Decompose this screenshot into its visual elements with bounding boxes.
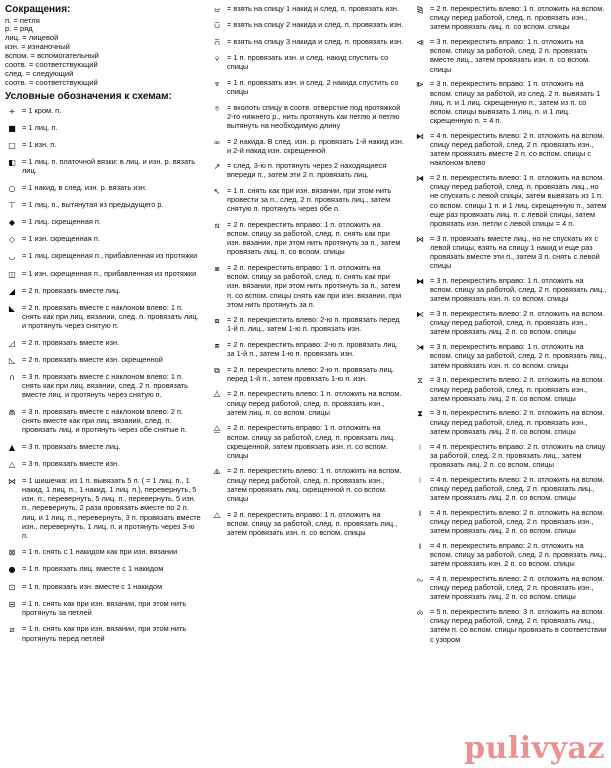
legend-item: [5, 183, 201, 193]
abbreviations-title: Сокращения:: [5, 4, 71, 15]
legend-item: [5, 476, 201, 540]
column-1: [0, 0, 205, 768]
legend-item-text: = 3 п. провязать вместе с наклоном влево: 2 п. снять вместе как при лиц. вязании, след. п. провязать лиц. и протянуть через обе снятые п.: [22, 406, 187, 435]
cross-3-icon: ⋈: [416, 234, 424, 244]
legend-item-text: = 2 п. перекрестить вправо: 1 п. отложить на вспом. спицу за работой, след. п. снять как при изн. вязании, при этом нить протянуть за п., затем провязать лиц. п. со вспом. спицы: [227, 219, 401, 257]
legend-list-col1: [5, 106, 201, 643]
legend-item: [5, 269, 201, 279]
triangle-icon: ▲: [8, 442, 16, 452]
legend-item: [413, 37, 607, 74]
legend-list-col2: [210, 4, 404, 537]
legend-item-text: = взять на спицу 2 накида и след. п. провязать изн.: [227, 20, 404, 30]
legend-item: [413, 79, 607, 125]
legend-item: [5, 442, 201, 452]
legend-item-text: = 2 п. перекрестить вправо: 1 п. отложить на вспом. спицу за работой, след. п. снять как при изн. вязании, при этом нить протянуть за п., затем п. со вспом. спицы снять как при изн. вязании, при этом нить протянуть за п.: [227, 263, 402, 309]
cross-left-4-icon: ⧑: [416, 131, 424, 141]
legend-item: [5, 286, 201, 296]
legend-item-text: = 2 накида. В след. изн. р. провязать 1-й накид изн. и 2-й накид изн. скрещенной: [227, 136, 404, 155]
legend-item-text: = 5 п. перекрестить влево: 3 п. отложить на вспом. спицу перед работой, след. 2 п. провязать лиц., затем п. со вспом. спицы провязать в соответствии с узором: [430, 607, 607, 644]
abbreviation-item: соотв. = соответствующий: [5, 60, 98, 70]
legend-item: [210, 78, 404, 96]
legend-item-text: = 1 п. провязать изн. вместе с 1 накидом: [22, 581, 163, 591]
legend-item-text: = 2 п. провязать вместе с наклоном влево: 1 п. снять как при лиц. вязании, след. п. провязать лиц. и протянуть через снятую п.: [22, 303, 199, 331]
cross-right-3d-icon: ⧕: [416, 343, 424, 353]
legend-item-text: = 4 п. перекрестить влево: 2 п. отложить на вспом. спицу перед работой, след. 2 п. провязать лиц., затем провязать лиц. 2 п. со вспом. спицы: [430, 474, 605, 503]
cross-right-2b-icon: ⧆: [214, 264, 220, 273]
bobble-icon: ⋈: [8, 476, 16, 486]
legend-item-text: = 3 п. перекрестить вправо: 1 п. отложить на вспом. спицу за работой, след. 2 п. провязать вместе лиц., затем провязать изн. п. со вспом. спицы: [430, 37, 591, 74]
legend-item: [5, 303, 201, 331]
legend-item-text: = 3 п. провязать вместе лиц., но не спускать их с левой спицы, взять на спицу 1 накид и еще раз провязать вместе эти п., затем 3 п. снять с левой спицы: [430, 233, 600, 271]
legend-item-text: = 3 п. провязать вместе изн.: [22, 458, 120, 468]
cross-right-4-icon: ⧘: [419, 442, 421, 452]
abbreviation-item: вспом. = вспомогательный: [5, 51, 99, 61]
cross-left-2g-icon: ⧒: [416, 174, 424, 184]
cross-left-3c-icon: ⧗: [417, 409, 423, 419]
legend-item: [5, 624, 201, 642]
legend-item: [413, 408, 607, 436]
legend-item: [413, 442, 607, 470]
column-2: [205, 0, 408, 768]
legend-item-text: = вколоть спицу в соотв. отверстие под протяжкой 2-го нижнего р., нить протянуть как петлю и петлю вытянуть на необходимую длину: [227, 102, 401, 130]
abbreviation-item: след. = следующий: [5, 69, 74, 79]
legend-item: [413, 342, 607, 370]
legend-list-col3: [413, 4, 607, 644]
legend-item-text: = 1 лиц. п. платочной вязки: в лиц. и изн. р. вязать лиц.: [22, 157, 196, 176]
dot-box-icon: ⊡: [8, 582, 16, 592]
wrap-one-icon: ⩁: [214, 5, 220, 14]
legend-item: [210, 466, 404, 503]
circle-icon: ○: [8, 183, 16, 193]
infinity-icon: ∞: [213, 137, 221, 147]
legend-item-text: = 1 п. снять с 1 накидом как при изн. вязании: [22, 547, 178, 557]
legend-item-text: = 2 п. перекрестить вправо: 1 п. отложить на вспом. спицу за работой, след. п. провязать лиц. скрещенной, затем провязать изн. п. со вспом. спицы: [227, 423, 396, 460]
legend-item-text: = 2 п. перекрестить влево: 1 п. отложить на вспом. спицу перед работой, след. п. провязать изн., затем лиц. п. со вспом. спицы: [227, 389, 402, 417]
legend-item-text: = 2 п. перекрестить вправо: 1 п. отложить на вспом. спицу за работой, след. п. провязать лиц., затем провязать изн. п. со вспом. спицы: [227, 509, 398, 537]
legend-item: [5, 459, 201, 469]
legend-item: [210, 20, 404, 30]
cross-left-3-icon: ⧔: [416, 310, 424, 320]
filled-square-icon: ■: [8, 123, 16, 133]
column-3: [408, 0, 611, 768]
cross-left-2c-icon: ⧉: [214, 365, 220, 375]
legend-item: [210, 161, 404, 179]
legend-item: [413, 309, 607, 337]
legend-item-text: = 2 п. провязать вместе лиц.: [22, 285, 121, 295]
legend-item-text: = 1 п. провязать лиц. вместе с 1 накидом: [22, 564, 164, 574]
legend-item: [210, 389, 404, 417]
legend-item-text: = след. 3-ю п. протянуть через 2 находящиеся впереди п., затем эти 2 п. провязать лиц.: [227, 161, 387, 180]
legend-item: [413, 508, 607, 536]
wrap-three-icon: ⩃: [214, 37, 220, 47]
cross-left-2b-icon: ⧈: [214, 340, 220, 350]
bar-box-icon: ⊟: [8, 599, 16, 609]
loop-icon: ⌾: [214, 103, 220, 113]
legend-item: [5, 106, 201, 116]
right-wedge-outline-icon: ◺: [8, 355, 16, 365]
legend-item-text: = 4 п. перекрестить вправо: 2 п. отложить на вспом. спицу за работой, след. 2 п. провязать лиц., затем провязать изн. 2 п. со вспом. спицы: [430, 540, 607, 569]
legend-item-text: = 2 п. провязать вместе изн.: [22, 337, 120, 347]
legend-item-text: = 2 п. перекрестить влево: 1 п. отложить на вспом. спицу перед работой, след. п. провязать лиц., но не спускать с левой спицы, затем вывязать из 1 п. со вспом. спицы 1 п. и 1 лиц. скрещенную п., затем еще раз провязать лиц. п. с левой спицы, затем провязать изн. петли с левой спицы = 4 п.: [430, 173, 607, 228]
legend-item-text: = 3 п. перекрестить влево: 2 п. отложить на вспом. спицу перед работой, след. п. провязать изн., затем провязать лиц. 2 п. со вспом. спицы: [430, 408, 605, 436]
legend-item: [5, 200, 201, 210]
cross-right-4b-icon: ⧛: [418, 541, 422, 551]
legend-item: [413, 475, 607, 503]
legend-item: [5, 157, 201, 175]
legend-item: [5, 407, 201, 435]
legend-item-text: = 2 п. перекрестить влево: 2-ю п. провязать перед 1-й п. лиц., затем 1-ю п. провязать изн.: [227, 315, 400, 334]
watermark-logo: pulivyaz: [464, 731, 605, 766]
abbreviation-item: п. = петля: [5, 15, 40, 25]
legend-item: [5, 338, 201, 348]
legend-item-text: = 4 п. перекрестить влево: 2 п. отложить на вспом. спицу перед работой, след. 2 п. провязать изн., затем провязать вместе 2 п. со вспом. спицы с наклоном влево: [430, 130, 605, 168]
legend-item-text: = 3 п. провязать вместе лиц.: [22, 441, 121, 451]
diamond-icon: ◆: [8, 218, 16, 228]
legend-item-text: = 1 лиц. скрещенная п., прибавленная из протяжки: [22, 251, 198, 261]
legend-item-text: = 2 п. перекрестить вправо: 2-ю п. провязать лиц. за 1-й п., затем 1-ю п. провязать изн.: [227, 339, 398, 359]
cross-right-2c-icon: ⧋: [213, 424, 221, 434]
dot-icon: ●: [8, 565, 16, 575]
legend-item-text: = 2 п. перекрестить влево: 1 п. отложить на вспом. спицу перед работой, след. п. провязать изн., затем провязать лиц. скрещенной п. со вспом. спицы: [227, 466, 402, 503]
arc-icon: ◡: [8, 252, 16, 262]
legend-item-text: = 1 изн. скрещенная п.: [22, 234, 100, 244]
legend-item-text: = 3 п. перекрестить вправо: 1 п. отложить на вспом. спицу за работой, след. 2 п. провязать лиц., затем провязать изн. п. со вспом. спицы: [430, 342, 607, 370]
cross-right-2-icon: ⧅: [214, 220, 220, 230]
cross-left-4d-icon: ⧜: [416, 575, 424, 585]
abbreviations-list: [5, 17, 201, 89]
legend-item-text: = 4 п. перекрестить влево: 2 п. отложить на вспом. спицу перед работой, след. 2 п. провязать изн., затем провязать лиц. 2 п. со вспом. спицы: [430, 507, 605, 536]
slash-box-icon: ⧄: [9, 625, 15, 635]
legend-item: [210, 365, 404, 383]
legend-title: Условные обозначения к схемам:: [5, 91, 172, 103]
legend-item-text: = 4 п. перекрестить вправо: 2 п. отложить на спицу за работой, след. 2 п. провязать лиц., затем провязать лиц. 2 п. со вспом. спицы: [430, 441, 606, 469]
drop-two-icon: ⩔: [214, 78, 220, 88]
abbreviation-item: соотв. = соответствующий: [5, 78, 98, 88]
legend-item: [210, 263, 404, 309]
cross-left-2e-icon: ⧌: [213, 467, 221, 477]
cross-left-4b-icon: ⧙: [419, 475, 421, 485]
legend-item-text: = 3 п. перекрестить вправо: 1 п. отложить на вспом. спицу за работой, след. 2 п. провязать лиц., затем провязать изн. п. со вспом. спицы: [430, 276, 607, 304]
legend-item-text: = взять на спицу 3 накида и след. п. провязать изн.: [227, 36, 404, 46]
legend-item: [210, 103, 404, 131]
legend-item-text: = 4 п. перекрестить влево: 2 п. отложить на вспом. спицу перед работой, след. 2 п. провязать изн., затем провязать лиц. 2 п. со вспом. спицы: [430, 574, 605, 602]
legend-item: [5, 140, 201, 150]
legend-item-text: = 2 п. провязать вместе изн. скрещенной: [22, 354, 163, 364]
cross-left-5-icon: ⧝: [416, 608, 424, 618]
legend-item: [210, 4, 404, 14]
legend-item: [5, 547, 201, 557]
legend-item: [5, 355, 201, 365]
legend-item-text: = взять на спицу 1 накид и след. п. провязать изн.: [227, 4, 400, 13]
legend-item-text: = 2 п. перекрестить влево: 2-ю п. провязать лиц. перед 1-й п., затем провязать 1-ю п. изн.: [227, 364, 394, 383]
legend-item: [5, 582, 201, 592]
legend-item-text: = 2 п. перекрестить влево: 1 п. отложить на вспом. спицу перед работой, след. п. провязать изн., затем провязать лиц. п. со вспом. спицы: [430, 4, 605, 32]
cross-left-3b-icon: ⧖: [417, 376, 423, 386]
right-wedge-icon: ◣: [8, 304, 16, 314]
legend-item-text: = 1 лиц. п., вытянутая из предыдущего р.: [22, 199, 164, 209]
legend-item: [413, 4, 607, 32]
arrow-icon: ↗: [213, 162, 221, 172]
legend-item: [210, 315, 404, 333]
cross-left-2d-icon: ⧊: [213, 390, 221, 400]
legend-item: [413, 234, 607, 271]
drop-one-icon: ⩒: [214, 54, 220, 64]
legend-item-text: = 1 п. снять как при изн. вязании, при этом нить протянуть перед петлей: [22, 624, 187, 643]
legend-item-text: = 3 п. перекрестить влево: 2 п. отложить на вспом. спицу перед работой, след. п. провязать изн., затем провязать лиц. 2 п. со вспом. спицы: [430, 375, 605, 403]
legend-item: [5, 599, 201, 617]
legend-item: [5, 217, 201, 227]
cross-left-2-icon: ⧇: [214, 316, 220, 326]
legend-item-text: = 1 лиц. п.: [22, 122, 58, 132]
plus-icon: +: [8, 106, 16, 116]
left-wedge-outline-icon: ◿: [8, 338, 16, 348]
legend-item: [210, 186, 404, 214]
legend-item-text: = 1 п. провязать изн. и след. 2 накида спустить со спицы: [227, 77, 399, 97]
legend-item: [210, 340, 404, 358]
legend-item: [5, 123, 201, 133]
arch-icon: ∩: [9, 373, 15, 383]
legend-item-text: = 3 п. провязать вместе с наклоном влево: 1 п. снять как при лиц. вязании, след. 2 п. провязать вместе лиц. и протянуть через снятую п.: [22, 372, 189, 400]
cross-left-4c-icon: ⧚: [418, 508, 422, 518]
double-arch-icon: ⋒: [8, 407, 16, 417]
legend-item: [413, 607, 607, 644]
box-arc-icon: ◫: [8, 269, 16, 279]
abbreviation-item: изн. = изнаночный: [5, 42, 70, 52]
legend-item: [210, 220, 404, 257]
left-wedge-icon: ◢: [8, 286, 16, 296]
abbreviation-item: лиц. = лицевой: [5, 33, 59, 43]
legend-item-text: = 1 накид, в след. изн. р. вязать изн.: [22, 182, 147, 192]
tee-icon: ⊤: [8, 200, 16, 210]
legend-item-text: = 1 шишечка: из 1 п. вывязать 5 п. ( = 1 лиц. п., 1 накид, 1 лиц. п., 1 накид, 1 лиц. п.), перевернуть, 5 изн. п., перевернуть, 5 лиц. п., перевернуть, 5 изн. п., перевернуть, 2 раза провязать вместе по 2 п. лиц. и 1 лиц. п., перевернуть, 3 п. провязать вместе изн., перевернуть, 1 лиц. п. и протянуть через 3-ю п.: [22, 475, 201, 540]
legend-item-text: = 1 п. снять как при изн. вязании, при этом нить протянуть за петлей: [22, 598, 187, 618]
wrap-two-icon: ⩂: [214, 21, 220, 31]
legend-item: [413, 541, 607, 569]
cross-right-3b-icon: ⧐: [416, 80, 424, 90]
legend-item: [210, 137, 404, 155]
triangle-outline-icon: △: [8, 459, 16, 469]
legend-item: [5, 564, 201, 574]
crossed-box-icon: ⊠: [8, 548, 16, 558]
diamond-outline-icon: ◇: [8, 235, 16, 245]
legend-item-text: = 3 п. перекрестить вправо: 1 п. отложить на вспом. спицу за работой, из след. 2 п. вывязать 1 лиц. п. и 1 лиц. скрещенную п., затем из п. со вспом. спицы вывязать 1 лиц. п. и 1 лиц. скрещенную п. = 4 п.: [430, 79, 601, 126]
legend-item-text: = 1 п. снять как при изн. вязании, при этом нить провести за п., след. 2 п. провязать лиц., затем снятую п. протянуть через обе п.: [227, 186, 392, 214]
back-arrow-icon: ↖: [213, 187, 221, 197]
legend-item-text: = 1 п. провязать изн. и след. накид спустить со спицы: [227, 53, 389, 72]
cross-left-2f-icon: ⧎: [416, 5, 424, 14]
legend-item: [413, 276, 607, 304]
legend-item: [413, 375, 607, 403]
legend-item: [413, 131, 607, 168]
cross-right-3c-icon: ⧓: [416, 277, 424, 287]
legend-item-text: = 3 п. перекрестить влево: 2 п. отложить на вспом. спицу перед работой, след. п. провязать изн., затем провязать лиц. 2 п. со вспом. спицы: [430, 309, 605, 337]
legend-item: [210, 423, 404, 460]
legend-item: [5, 234, 201, 244]
half-square-icon: ◧: [8, 158, 16, 168]
legend-item-text: = 1 лиц. скрещенная п.: [22, 217, 101, 227]
abbreviation-item: р. = ряд: [5, 24, 33, 34]
legend-item-text: = 1 кром. п.: [22, 105, 62, 115]
legend-item-text: = 1 изн. п.: [22, 140, 57, 149]
legend-item: [413, 173, 607, 228]
empty-square-icon: □: [8, 141, 16, 150]
legend-item: [5, 372, 201, 400]
cross-right-3-icon: ⧏: [416, 38, 424, 48]
legend-item: [210, 53, 404, 71]
cross-right-2d-icon: ⧍: [213, 510, 221, 520]
legend-item: [210, 510, 404, 538]
legend-item: [5, 251, 201, 261]
legend-item: [413, 574, 607, 602]
legend-item: [210, 37, 404, 47]
legend-item-text: = 1 изн. скрещенная п., прибавленная из протяжки: [22, 268, 197, 278]
